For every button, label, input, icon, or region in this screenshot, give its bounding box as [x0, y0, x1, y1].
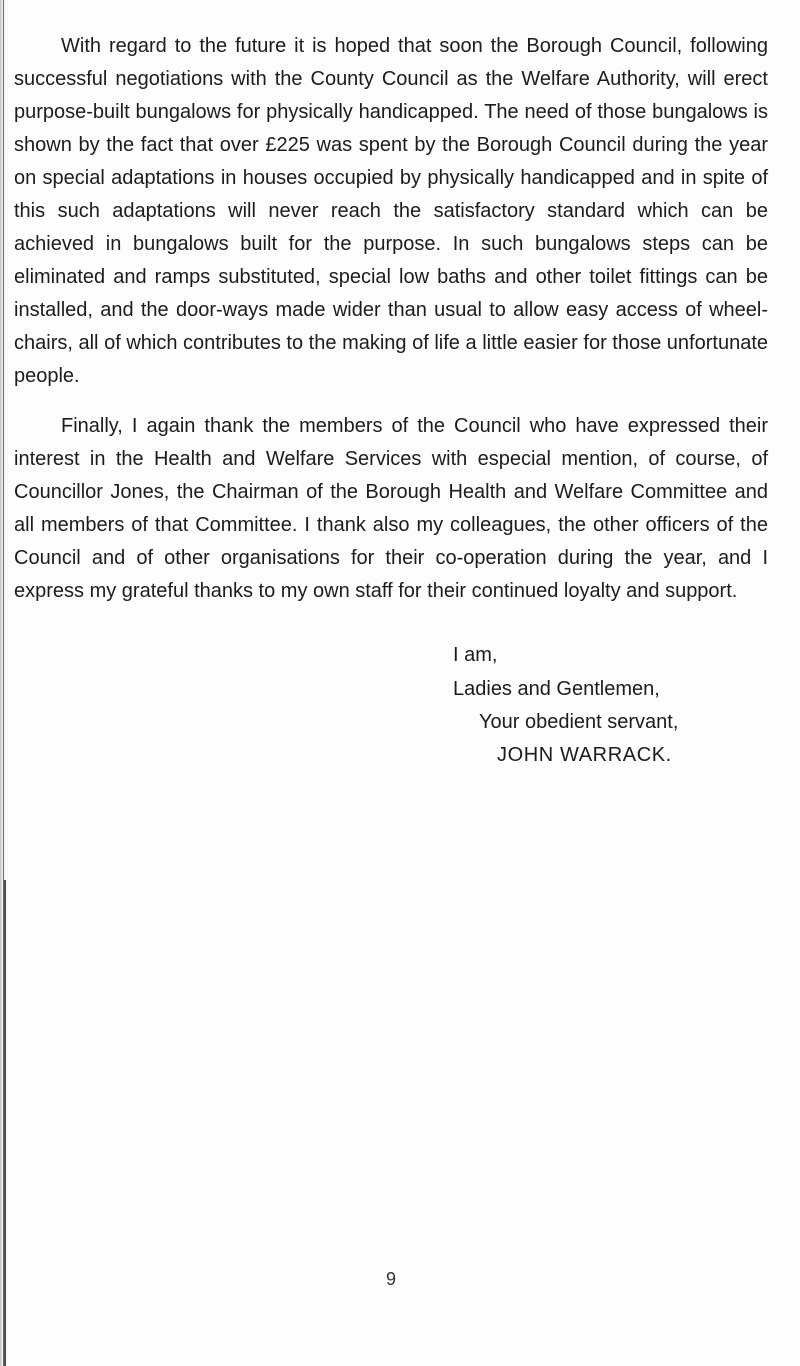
paragraph-thanks: Finally, I again thank the members of the Council who have expressed their interest in the Health and Welfare Services with especial mention, of course, of Councillor Jones, the Chairman of the Borough Health and Welfare Committee and all members of that Committee. I thank also my colleagues, the other officers of the Council and of other organisations for their co-operation during the year, and I express my grateful thanks to my own staff for their continued loyalty and support.	[14, 415, 768, 602]
paragraph-future-bungalows: With regard to the future it is hoped that soon the Borough Council, following successful negotiations with the County Council as the Welfare Authority, will erect purpose-built bungalows for physically handicapped. The need of those bungalows is shown by the fact that over £225 was spent by the Borough Council during the year on special adaptations in houses occupied by physically handicapped and in spite of this such adaptations will never reach the satisfactory standard which can be achieved in bungalows built for the purpose. In such bungalows steps can be eliminated and ramps substituted, special low baths and other toilet fittings can be installed, and the door-ways made wider than usual to allow easy access of wheel-chairs, all of which contributes to the making of life a little easier for those unfortunate people.	[14, 35, 768, 387]
page-number: 9	[386, 1269, 397, 1289]
closing-salutation: Ladies and Gentlemen,	[453, 678, 660, 700]
body-text	[14, 30, 768, 608]
signature-name: JOHN WARRACK.	[497, 744, 672, 766]
binding-edge-line-lower	[4, 880, 6, 1366]
closing-i-am: I am,	[453, 644, 498, 666]
closing-obedient-servant: Your obedient servant,	[479, 711, 679, 733]
